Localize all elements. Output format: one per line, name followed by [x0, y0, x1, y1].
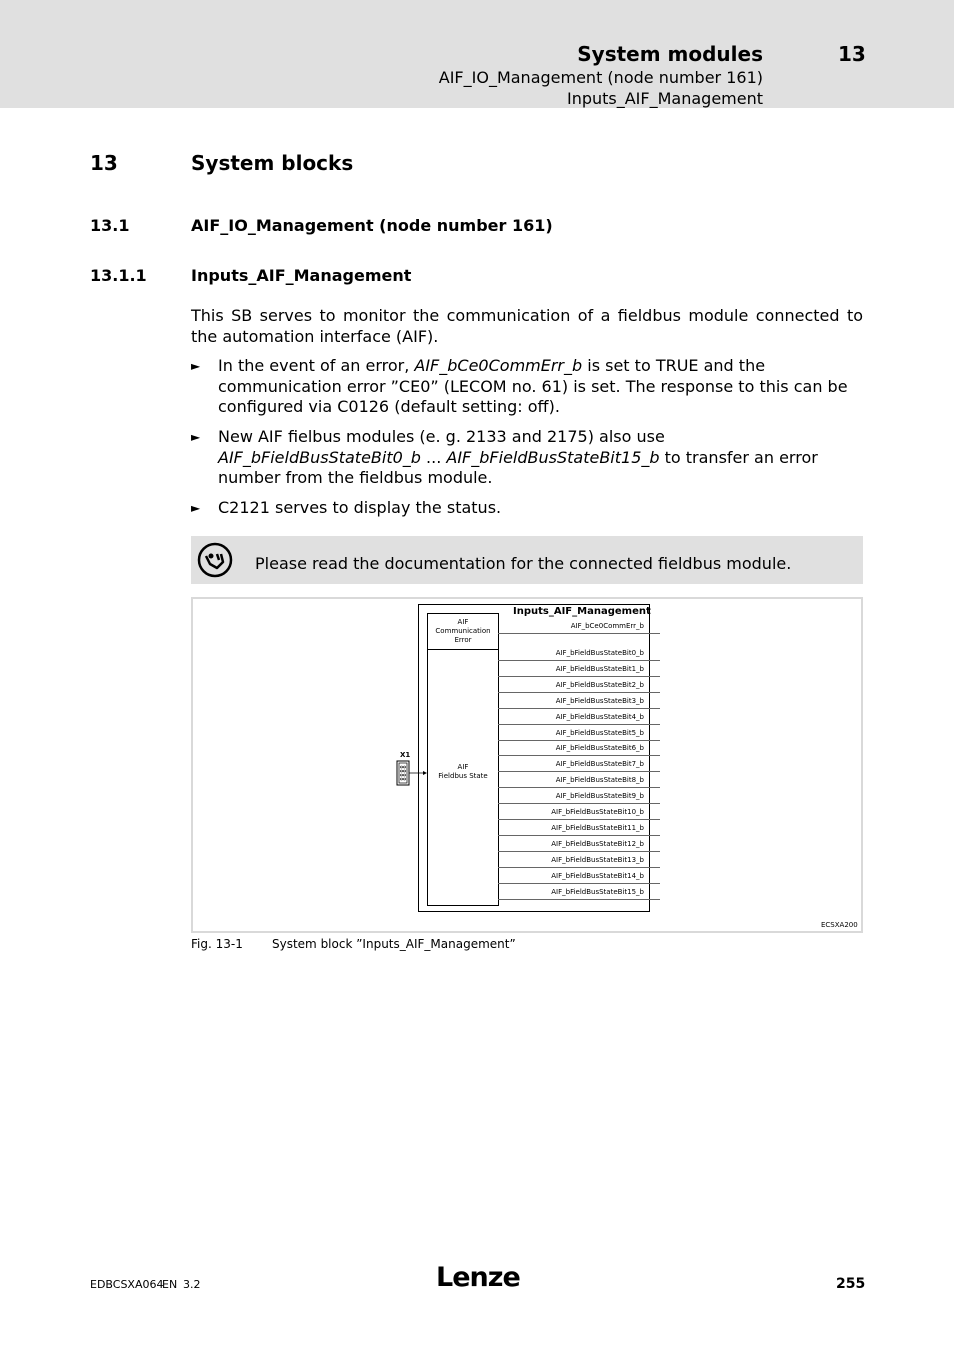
signal-label: AIF_bFieldBusStateBit15_b [551, 887, 644, 896]
signal-line [498, 803, 660, 804]
section-number: 13 [90, 151, 118, 175]
comm-error-signal-label: AIF_bCe0CommErr_b [570, 622, 644, 630]
footer-language: EN [162, 1278, 178, 1291]
signal-label: AIF_bFieldBusStateBit14_b [551, 871, 644, 880]
signal-line [498, 676, 660, 677]
bullet-arrow-icon: ► [191, 501, 201, 515]
header-chapter-number: 13 [838, 42, 866, 66]
section-title: System blocks [191, 151, 354, 175]
signal-line [498, 819, 660, 820]
note-text: Please read the documentation for the connected fieldbus module. [255, 554, 792, 573]
signal-line [498, 724, 660, 725]
signal-line [498, 660, 660, 661]
signal-line [498, 787, 660, 788]
page-number: 255 [836, 1276, 866, 1292]
signal-line [498, 867, 660, 868]
signal-label: AIF_bFieldBusStateBit7_b [555, 760, 644, 769]
connector-label: X1 [400, 751, 411, 759]
note-box [191, 536, 863, 584]
signal-line [498, 692, 660, 693]
bullet-text: New AIF fielbus modules (e. g. 2133 and 2175) also use AIF_bFieldBusStateBit0_b ... AIF_bFieldBusStateBit15_b to transfer an error number from the fieldbus module. [218, 427, 818, 487]
signal-label: AIF_bFieldBusStateBit6_b [555, 744, 644, 753]
signal-line [498, 740, 660, 741]
signal-label: AIF_bFieldBusStateBit10_b [551, 808, 644, 816]
comm-error-box: AIF Communication Error [427, 613, 499, 650]
signal-line [498, 883, 660, 884]
signal-label: AIF_bFieldBusStateBit5_b [555, 728, 644, 737]
signal-line [498, 899, 660, 900]
page-header [0, 0, 954, 108]
comm-error-signal-line [498, 633, 660, 634]
figure-id: ECSXA200 [821, 921, 858, 929]
signal-label: AIF_bFieldBusStateBit4_b [555, 712, 644, 721]
signal-line [498, 708, 660, 709]
signal-label: AIF_bFieldBusStateBit1_b [555, 664, 644, 673]
figure-caption-label: Fig. 13-1 [191, 937, 243, 951]
figure-caption-text: System block ”Inputs_AIF_Management” [272, 937, 516, 951]
signal-line [498, 851, 660, 852]
signal-line [498, 835, 660, 836]
signal-label: AIF_bFieldBusStateBit3_b [555, 696, 644, 705]
header-subtitle-1: AIF_IO_Management (node number 161) [438, 68, 763, 87]
intro-paragraph: This SB serves to monitor the communication of a fieldbus module connected to the automation interface (AIF). [191, 306, 863, 346]
header-subtitle-2: Inputs_AIF_Management [566, 89, 763, 108]
bullet-arrow-icon: ► [191, 430, 201, 444]
connector-x1-icon [396, 760, 430, 790]
signal-line [498, 755, 660, 756]
block-title: Inputs_AIF_Management [513, 606, 651, 617]
signal-label: AIF_bFieldBusStateBit8_b [555, 776, 644, 785]
signal-label: AIF_bFieldBusStateBit11_b [551, 823, 644, 832]
signal-line [498, 771, 660, 772]
fieldbus-state-box: AIF Fieldbus State [427, 649, 499, 906]
signal-label: AIF_bFieldBusStateBit13_b [551, 855, 644, 864]
subsubsection-number: 13.1.1 [90, 266, 147, 285]
signal-label: AIF_bFieldBusStateBit12_b [551, 839, 644, 848]
footer-version: 3.2 [183, 1278, 201, 1291]
hand-note-icon [197, 542, 233, 582]
bullet-text: In the event of an error, AIF_bCe0CommErr_b is set to TRUE and the communication error ”CE0” (LECOM no. 61) is set. The response to this can be configured via C0126 (default setting: off). [218, 356, 848, 416]
footer-doc-id: EDBCSXA064 [90, 1278, 164, 1291]
header-title: System modules [577, 42, 763, 66]
subsection-number: 13.1 [90, 216, 130, 235]
lenze-logo: Lenze [436, 1262, 520, 1293]
signal-label: AIF_bFieldBusStateBit0_b [555, 649, 644, 657]
subsubsection-title: Inputs_AIF_Management [191, 266, 412, 285]
bullet-text: C2121 serves to display the status. [218, 498, 502, 517]
subsection-title: AIF_IO_Management (node number 161) [191, 216, 553, 235]
signal-label: AIF_bFieldBusStateBit2_b [555, 680, 644, 689]
bullet-arrow-icon: ► [191, 359, 201, 373]
signal-label: AIF_bFieldBusStateBit9_b [555, 792, 644, 801]
